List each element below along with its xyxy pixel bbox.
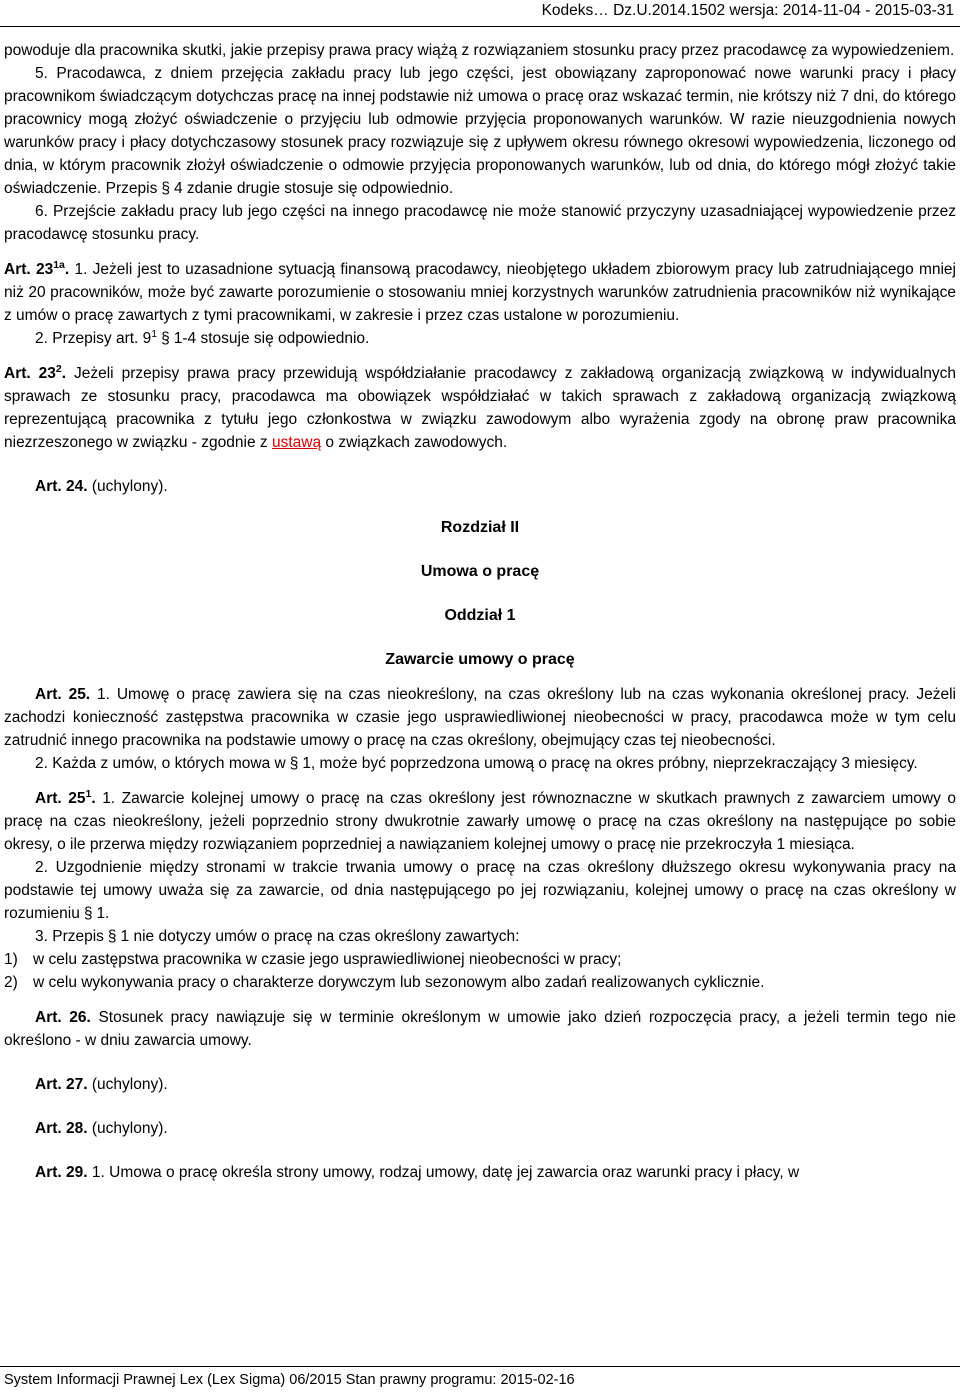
article-label: Art. 29. [35, 1164, 88, 1181]
list-item: 1) w celu zastępstwa pracownika w czasie jego usprawiedliwionej nieobecności w pracy; [4, 951, 622, 968]
paragraph-number: 1. [97, 686, 110, 703]
article-23-1a-paragraph-2: 2. Przepisy art. $9^1$ § 1-4 stosuje się odpowiednio. [35, 327, 370, 347]
article-25: Art. 25. 1. Umowę o pracę zawiera się na czas nieokreślony, na czas określony lub na czas wykonania określonej pracy. Jeżeli zachodzi konieczność zastępstwa pracownika w czasie jego usprawiedliwionej nieobecności w pracy, pracodawca może w tym celu zatrudnić innego pracownika na podstawie umowy o pracę na czas określony, obejmujący czas tej nieobecności. [4, 686, 956, 749]
header-divider [0, 26, 960, 27]
article-27: Art. 27. (uchylony). [35, 1076, 168, 1093]
document-body [4, 39, 956, 1184]
paragraph-number: 1. [91, 1164, 105, 1181]
footer-divider [0, 1366, 960, 1367]
article-29: Art. 29. 1. Umowa o pracę określa strony umowy, rodzaj umowy, datę jej zawarcia oraz warunki pracy i płacy, w [35, 1164, 800, 1181]
article-26: Art. 26. Stosunek pracy nawiązuje się w terminie określonym w umowie jako dzień rozpoczęcia pracy, a jeżeli termin tego nie określono - w dniu zawarcia umowy. [4, 1009, 956, 1049]
article-25-1: Art. $25^1$. 1. Zawarcie kolejnej umowy o pracę na czas określony jest równoznaczne w skutkach prawnych z zawarciem umowy o pracę na czas nieokreślony, jeżeli poprzednio strony dwukrotnie zawarły umowę o pracę na czas określony na następujące po sobie okresy, o ile przerwa między rozwiązaniem poprzedniej a nawiązaniem kolejnej umowy o pracę nie przekroczyła 1 miesiąca. [4, 787, 956, 853]
division-title: Zawarcie umowy o pracę [385, 651, 575, 668]
paragraph-continuation: powoduje dla pracownika skutki, jakie przepisy prawa pracy wiążą z rozwiązaniem stosunku pracy przez pracodawcę za wypowiedzeniem. [4, 42, 955, 59]
article-label: Art. $25^1$. [35, 787, 96, 807]
paragraph-number: 6. [35, 203, 48, 220]
article-23-2: Art. $23^2$. Jeżeli przepisy prawa pracy przewidują współdziałanie pracodawcy z zakładową organizacją związkową w indywidualnych sprawach ze stosunku pracy, pracodawca ma obowiązek współdziałać w takich sprawach z zakładową organizacją związkową reprezentującą pracownika z tytułu jego członkostwa w związku zawodowym albo wyrażenia zgody na obronę praw pracownika niezrzeszonego w związku - zgodnie z ustawą o związkach zawodowych. [4, 362, 956, 451]
section-sign: § [161, 330, 170, 347]
article-label: Art. $23^{1a}$. [4, 258, 70, 278]
statute-link[interactable]: ustawą [271, 434, 322, 451]
article-28: Art. 28. (uchylony). [35, 1120, 168, 1137]
document-footer: System Informacji Prawnej Lex (Lex Sigma) 06/2015 Stan prawny programu: 2015-02-16 [4, 1372, 575, 1388]
article-25-1-paragraph-2: 2. Uzgodnienie między stronami w trakcie trwania umowy o pracę na czas określony dłuższego okresu wykonywania pracy na podstawie tej umowy uważa się za zawarcie, od dnia następującego po jej rozwiązaniu, kolejnej umowy o pracę na czas określony w rozumieniu § 1. [4, 859, 956, 922]
article-label: Art. 26. [35, 1009, 91, 1026]
paragraph-5: 5. Pracodawca, z dniem przejęcia zakładu pracy lub jego części, jest obowiązany zaproponować nowe warunki pracy i płacy pracownikom świadczącym dotychczas pracę na innej podstawie niż umowa o pracę oraz wskazać termin, nie krótszy niż 7 dni, do którego pracownicy mogą złożyć oświadczenie o przyjęciu lub odmowie przyjęcia proponowanych warunków. W razie nieuzgodnienia nowych warunków pracy i płacy dotychczasowy stosunek pracy rozwiązuje się z upływem okresu równego okresowi wypowiedzenia, liczonego od dnia, w którym pracownik złożył oświadczenie o odmowie przyjęcia proponowanych warunków, lub od dnia, do którego mógł złożyć takie oświadczenie. Przepis § 4 zdanie drugie stosuje się odpowiednio. [4, 65, 957, 197]
paragraph-number: 1. [74, 261, 88, 278]
section-sign: § [289, 755, 299, 772]
section-sign: § [83, 905, 93, 922]
article-label: Art. $23^2$. [4, 362, 67, 382]
section-sign: § [161, 180, 170, 197]
article-label: Art. 24. [35, 478, 88, 495]
article-25-1-paragraph-3: 3. Przepis § 1 nie dotyczy umów o pracę na czas określony zawartych: [35, 928, 520, 945]
article-label: Art. 28. [35, 1120, 88, 1137]
document-header: Kodeks… Dz.U.2014.1502 wersja: 2014-11-04 - 2015-03-31 [541, 2, 954, 19]
paragraph-number: 1. [102, 790, 116, 807]
list-item: 2) w celu wykonywania pracy o charakterze dorywczym lub sezonowym albo zadań realizowanych cyklicznie. [4, 974, 765, 991]
paragraph-number: 5. [35, 65, 48, 82]
division-heading: Oddział 1 [444, 607, 516, 624]
article-label: Art. 25. [35, 686, 91, 703]
article-25-paragraph-2: 2. Każda z umów, o których mowa w § 1, może być poprzedzona umową o pracę na okres próbny, nieprzekraczający 3 miesięcy. [35, 755, 918, 772]
article-label: Art. 27. [35, 1076, 88, 1093]
chapter-heading: Rozdział II [440, 519, 520, 536]
article-24: Art. 24. (uchylony). [35, 478, 168, 495]
section-sign: § [107, 928, 117, 945]
chapter-title: Umowa o pracę [420, 563, 540, 580]
article-23-1a: Art. $23^{1a}$. 1. Jeżeli jest to uzasadnione sytuacją finansową pracodawcy, nieobjętego układem zbiorowym pracy lub zatrudniającego mniej niż 20 pracowników, może być zawarte porozumienie o stosowaniu mniej korzystnych warunków zatrudnienia pracowników niż wynikające z umów o pracę zawartych z tymi pracownikami, w zakresie i przez czas ustalone w porozumieniu. [4, 258, 957, 324]
paragraph-6: 6. Przejście zakładu pracy lub jego części na innego pracodawcę nie może stanowić przyczyny uzasadniającej wypowiedzenie przez pracodawcę stosunku pracy. [4, 203, 957, 243]
